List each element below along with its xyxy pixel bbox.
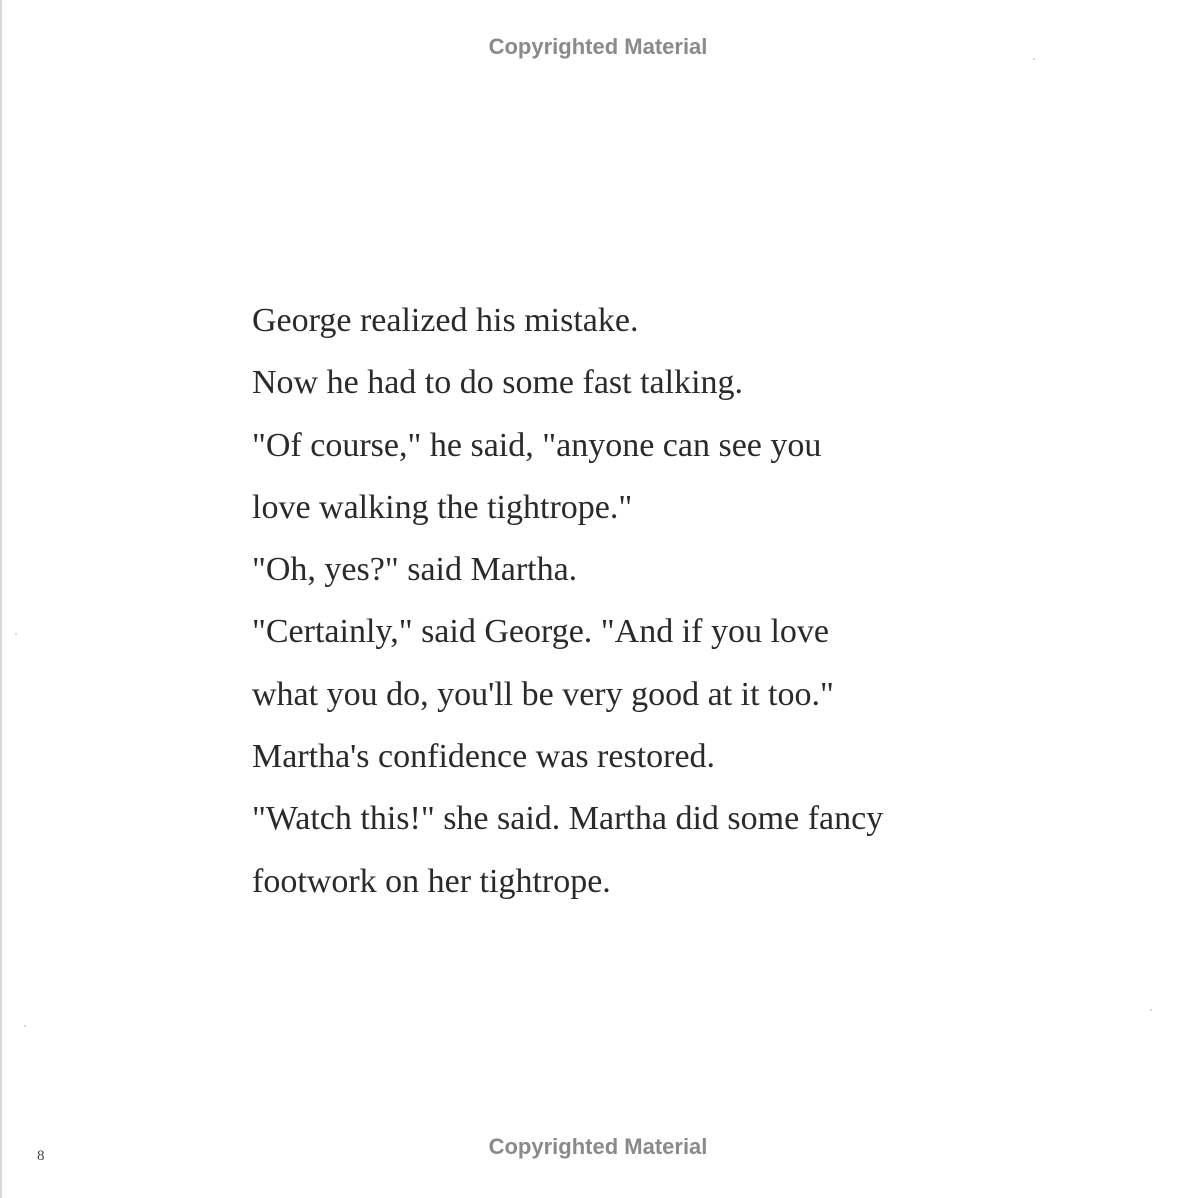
story-line: "Certainly," said George. "And if you love (252, 613, 830, 651)
copyright-watermark-top: Copyrighted Material (488, 34, 708, 59)
story-line: Martha's confidence was restored. (252, 738, 716, 776)
story-line: love walking the tightrope." (252, 488, 633, 526)
story-line: Now he had to do some fast talking. (252, 364, 744, 402)
page-number: 8 (37, 1148, 45, 1164)
story-line: "Of course," he said, "anyone can see you (252, 426, 822, 464)
story-line: "Oh, yes?" said Martha. (252, 551, 578, 589)
story-line: footwork on her tightrope. (252, 862, 611, 900)
scan-speck (15, 633, 17, 635)
story-line: what you do, you'll be very good at it too." (252, 675, 834, 713)
scan-speck (1033, 58, 1035, 60)
scan-speck (1150, 1009, 1152, 1011)
story-line: George realized his mistake. (252, 302, 639, 339)
copyright-watermark-bottom: Copyrighted Material (488, 1134, 708, 1159)
page-left-edge (0, 0, 2, 1198)
story-line: "Watch this!" she said. Martha did some fancy (252, 800, 884, 838)
story-text (252, 290, 1052, 913)
scan-speck (24, 1025, 26, 1027)
